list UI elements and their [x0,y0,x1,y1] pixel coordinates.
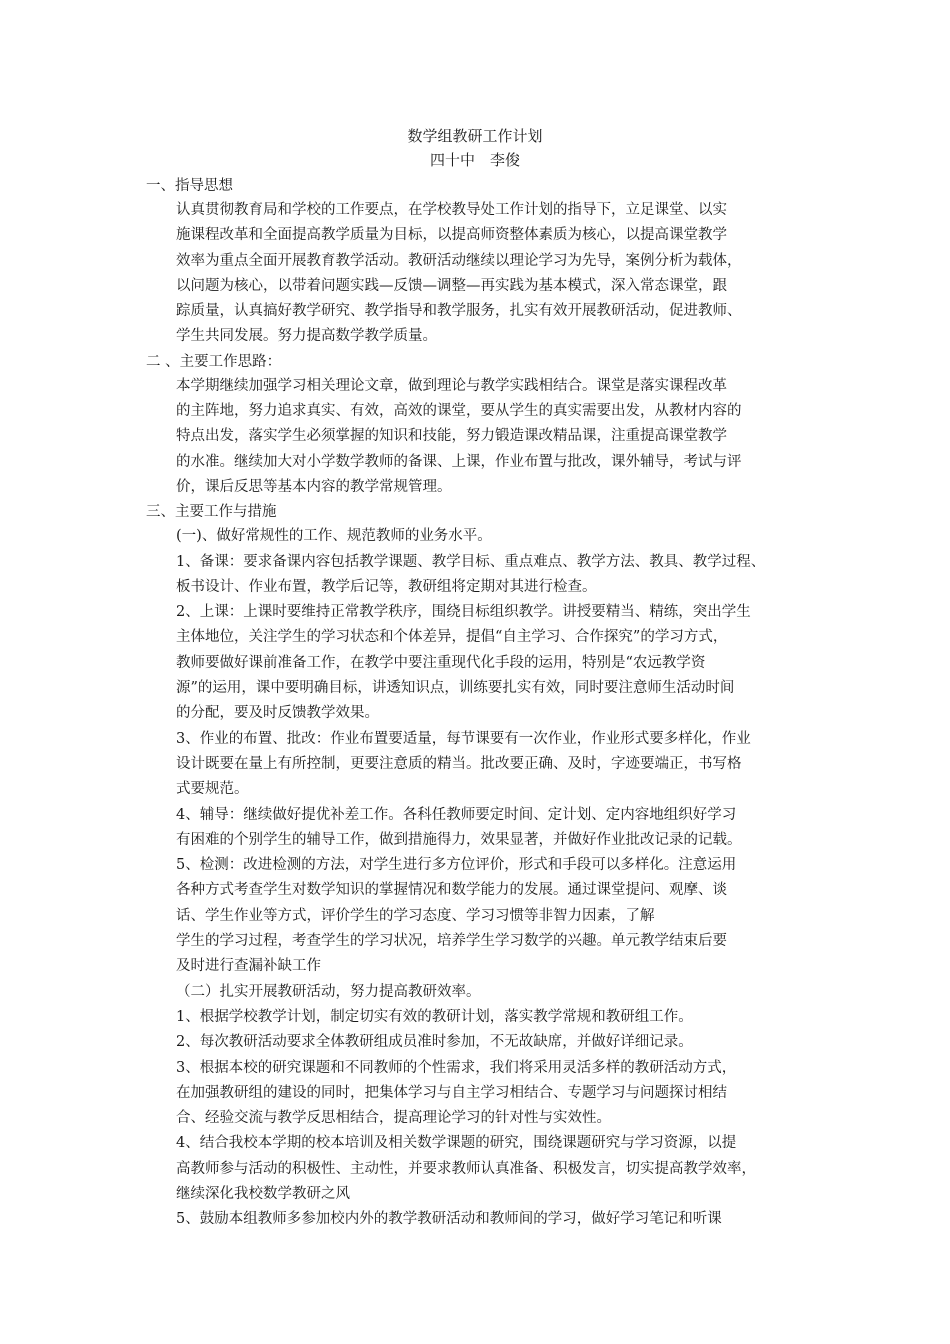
section-heading: 一、指导思想 [146,178,233,194]
author-line: 四十中 李俊 [429,151,520,169]
text-line: 认真贯彻教育局和学校的工作要点，在学校教导处工作计划的指导下，立足课堂、以实 [176,202,727,218]
text-line: 话、学生作业等方式，评价学生的学习态度、学习习惯等非智力因素，了解 [176,907,655,924]
text-line: 施课程改革和全面提高教学质量为目标，以提高师资整体素质为核心，以提高课堂教学 [176,227,727,244]
text-line: 的分配，要及时反馈教学效果。 [176,705,379,722]
section-heading: 二 、主要工作思路： [146,353,282,370]
document-body [140,174,820,1233]
paragraph [140,803,820,854]
text-line: 4、辅导：继续做好提优补差工作。各科任教师要定时间、定计划、定内容地组织好学习 [176,806,737,823]
text-line: 合、经验交流与教学反思相结合，提高理论学习的针对性与实效性。 [176,1110,611,1127]
text-line: 效率为重点全面开展教育教学活动。教研活动继续以理论学习为先导，案例分析为载体， [176,252,742,269]
text-line: 各种方式考查学生对数学知识的掌握情况和数学能力的发展。通过课堂提问、观摩、谈 [176,882,727,899]
paragraph [140,524,820,549]
text-line: 2、上课：上课时要维持正常教学秩序，围绕目标组织教学。讲授要精当、精练，突出学生 [176,604,751,621]
section-heading: 三、主要工作与措施 [146,504,277,521]
text-line: 3、作业的布置、批改：作业布置要适量，每节课要有一次作业，作业形式要多样化，作业 [176,730,751,747]
paragraph [140,980,820,1005]
paragraph [140,600,820,726]
text-line: 价，课后反思等基本内容的教学常规管理。 [176,478,452,495]
text-line: 4、结合我校本学期的校本培训及相关数学课题的研究，围绕课题研究与学习资源，以提 [176,1135,737,1152]
text-line: 主体地位，关注学生的学习状态和个体差异，提倡“自主学习、合作探究”的学习方式， [176,629,728,646]
text-line: 板书设计、作业布置，教学后记等，教研组将定期对其进行检查。 [176,578,597,595]
text-line: 本学期继续加强学习相关理论文章，做到理论与教学实践相结合。课堂是落实课程改革 [176,377,727,394]
paragraph [140,853,820,979]
paragraph [140,374,820,500]
paragraph [140,1207,820,1232]
text-line: 5、检测：改进检测的方法，对学生进行多方位评价，形式和手段可以多样化。注意运用 [176,857,737,874]
text-line: (一)、做好常规性的工作、规范教师的业务水平。 [176,528,492,545]
paragraph [140,1131,820,1207]
document-title: 数学组教研工作计划 [407,127,543,145]
text-line: 1、根据学校教学计划，制定切实有效的教研计划，落实教学常规和教研组工作。 [176,1008,693,1025]
text-line: 学生共同发展。努力提高数学教学质量。 [176,328,437,345]
text-line: 踪质量，认真搞好教学研究、教学指导和教学服务，扎实有效开展教研活动，促进教师、 [176,303,742,320]
text-line: 式要规范。 [176,781,249,798]
text-line: 源”的运用，课中要明确目标，讲透知识点，训练要扎实有效，同时要注意师生活动时间 [176,680,735,697]
text-line: 高教师参与活动的积极性、主动性，并要求教师认真准备、积极发言，切实提高教学效率， [176,1160,756,1177]
text-line: 特点出发，落实学生必须掌握的知识和技能，努力锻造课改精品课，注重提高课堂教学 [176,428,727,445]
paragraph [140,198,820,350]
text-line: 1、备课：要求备课内容包括教学课题、教学目标、重点难点、教学方法、教具、教学过程、 [176,553,766,570]
text-line: 在加强教研组的建设的同时，把集体学习与自主学习相结合、专题学习与问题探讨相结 [176,1084,727,1101]
paragraph [140,1056,820,1132]
text-line: 2、每次教研活动要求全体教研组成员准时参加，不无故缺席，并做好详细记录。 [176,1034,693,1051]
text-line: 以问题为核心，以带着问题实践—反馈—调整—再实践为基本模式，深入常态课堂，跟 [176,277,727,294]
paragraph [140,727,820,803]
text-line: 教师要做好课前准备工作，在教学中要注重现代化手段的运用，特别是“农远教学资 [176,654,706,671]
text-line: 学生的学习过程，考查学生的学习状况，培养学生学习数学的兴趣。单元教学结束后要 [176,933,727,950]
paragraph [140,1030,820,1055]
text-line: 继续深化我校数学教研之风 [176,1185,350,1202]
text-line: 5、鼓励本组教师多参加校内外的教学教研活动和教师间的学习，做好学习笔记和听课 [176,1211,722,1228]
paragraph [140,550,820,601]
text-line: 设计既要在量上有所控制，更要注意质的精当。批改要正确、及时，字迹要端正，书写格 [176,755,742,772]
text-line: 及时进行查漏补缺工作 [176,958,321,975]
title-block [0,124,950,172]
text-line: 3、根据本校的研究课题和不同教师的个性需求，我们将采用灵活多样的教研活动方式， [176,1059,737,1076]
text-line: 的主阵地，努力追求真实、有效，高效的课堂，要从学生的真实需要出发，从教材内容的 [176,403,742,420]
paragraph [140,1005,820,1030]
text-line: 有困难的个别学生的辅导工作，做到措施得力，效果显著，并做好作业批改记录的记载。 [176,831,742,848]
text-line: 的水准。继续加大对小学数学教师的备课、上课，作业布置与批改，课外辅导，考试与评 [176,453,742,470]
text-line: （二）扎实开展教研活动，努力提高教研效率。 [176,983,481,1000]
